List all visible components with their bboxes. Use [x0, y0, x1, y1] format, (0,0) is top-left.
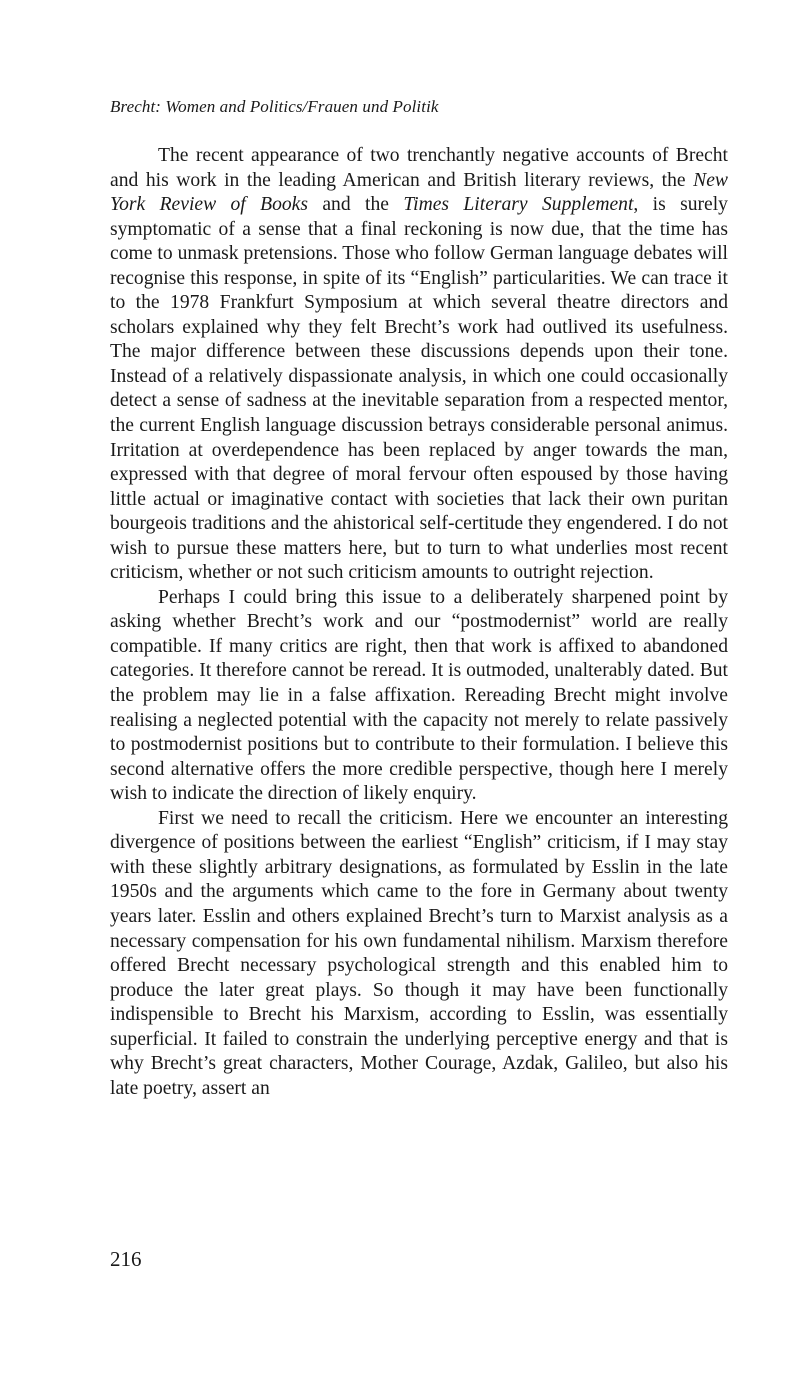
- journal-title-tls: Times Literary Supplement: [403, 194, 634, 216]
- page-number: 216: [110, 1247, 142, 1271]
- paragraph-2: [110, 586, 728, 807]
- paragraph-3: [110, 807, 728, 1102]
- paragraph-1-segment: The recent appearance of two trenchantly negative accounts of Brecht and his work in the leading American and British literary reviews, the: [110, 145, 728, 191]
- paragraph-3-segment: First we need to recall the criticism. Here we encounter an interesting divergence of positions between the earliest “English” criticism, if I may stay with these slightly arbitrary designations, as formulated by Esslin in the late 1950s and the arguments which came to the fore in Germany about twenty years later. Esslin and others explained Brecht’s turn to Marxist analysis as a necessary compensation for his own fundamental nihilism. Marxism therefore offered Brecht necessary psychological strength and this enabled him to produce the later great plays. So though it may have been functionally indispensible to Brecht his Marxism, according to Esslin, was essentially superficial. It failed to constrain the underlying perceptive energy and that is why Brecht’s great characters, Mother Courage, Azdak, Galileo, but also his late poetry, assert an: [110, 807, 728, 1099]
- journal-page: [110, 96, 728, 1101]
- running-head: Brecht: Women and Politics/Frauen und Politik: [110, 97, 439, 116]
- journal-title-nyrb: New York Review of Books: [110, 169, 728, 216]
- paragraph-2-segment: Perhaps I could bring this issue to a deliberately sharpened point by asking whether Brecht’s work and our “postmodernist” world are really compatible. If many critics are right, then that work is affixed to abandoned categories. It therefore cannot be reread. It is outmoded, unalterably dated. But the problem may lie in a false affixation. Rereading Brecht might involve realising a neglected potential with the capacity not merely to relate passively to postmodernist positions but to contribute to their formulation. I believe this second alternative offers the more credible perspective, though here I merely wish to indicate the direction of likely enquiry.: [110, 586, 728, 805]
- paragraph-1-segment: and the: [308, 194, 404, 216]
- article-body: [110, 144, 728, 1101]
- paragraph-1-segment: , is surely symptomatic of a sense that a final reckoning is now due, that the time has come to unmask pretensions. Those who follow German language debates will recognise this response, in spite of its “English” particularities. We can trace it to the 1978 Frankfurt Symposium at which several theatre directors and scholars explained why they felt Brecht’s work had outlived its usefulness. The major difference between these discussions depends upon their tone. Instead of a relatively dispassionate analysis, in which one could occasionally detect a sense of sadness at the inevitable separation from a respected mentor, the current English language discussion betrays considerable personal animus. Irritation at overdependence has been replaced by anger towards the man, expressed with that degree of moral fervour often espoused by those having little actual or imaginative contact with societies that lack their own puritan bourgeois traditions and the ahistorical self-certitude they engendered. I do not wish to pursue these matters here, but to turn to what underlies most recent criticism, whether or not such criticism amounts to outright rejection.: [110, 194, 728, 584]
- paragraph-1: [110, 144, 728, 586]
